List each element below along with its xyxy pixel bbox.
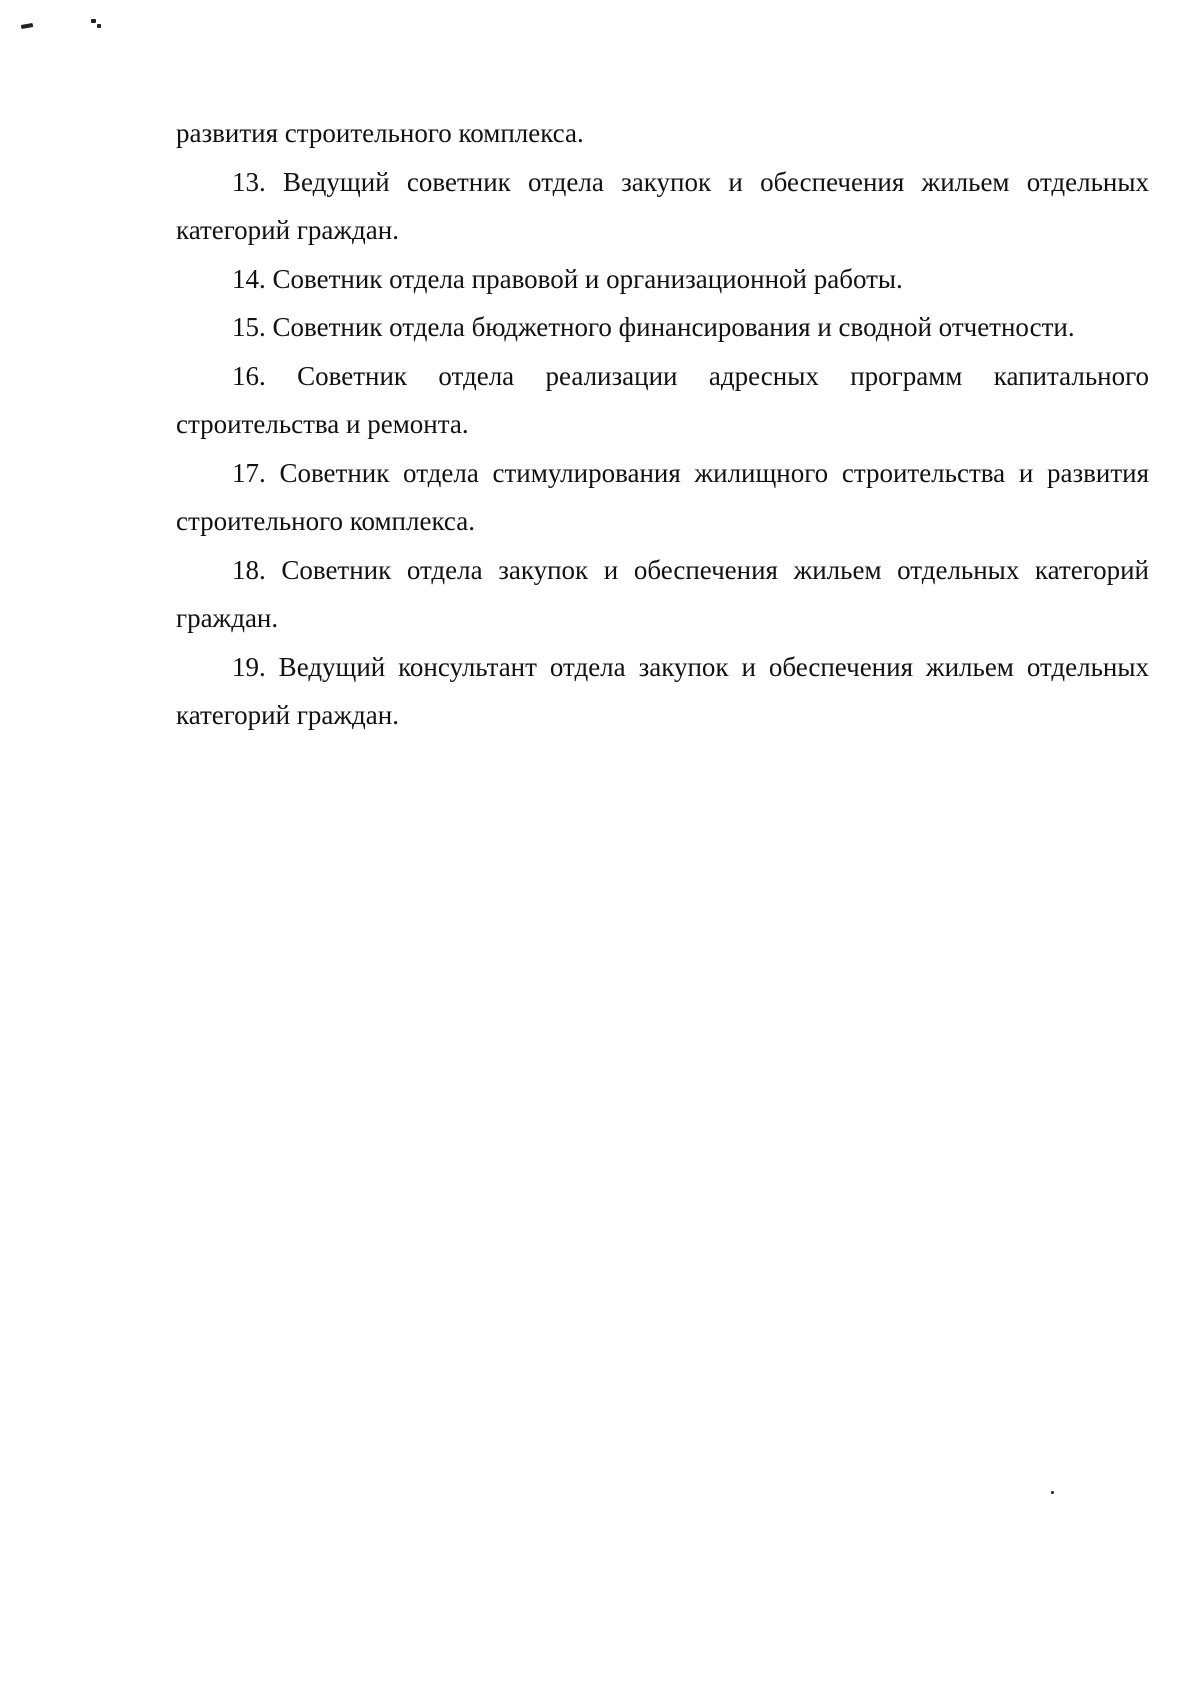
list-item-15: 15. Советник отдела бюджетного финансирования и сводной отчетности. xyxy=(232,312,1075,342)
list-item-19: 19. Ведущий консультант отдела закупок и обеспечения жильем отдельных категорий граждан. xyxy=(176,651,1149,730)
list-item-17: 17. Советник отдела стимулирования жилищного строительства и развития строительного комплекса. xyxy=(176,457,1149,536)
scan-artifact xyxy=(97,24,101,28)
document-body xyxy=(176,109,1149,740)
scan-artifact xyxy=(91,19,96,23)
list-item-18: 18. Советник отдела закупок и обеспечения жильем отдельных категорий граждан. xyxy=(176,554,1149,633)
list-item-14: 14. Советник отдела правовой и организационной работы. xyxy=(232,263,903,294)
scan-artifact xyxy=(21,23,34,29)
list-item-13: 13. Ведущий советник отдела закупок и обеспечения жильем отдельных категорий граждан. xyxy=(176,166,1149,245)
continuation-paragraph: развития строительного комплекса. xyxy=(176,118,584,148)
list-item-16: 16. Советник отдела реализации адресных программ капитального строительства и ремонта. xyxy=(176,360,1149,439)
scan-speck xyxy=(1051,1491,1054,1494)
